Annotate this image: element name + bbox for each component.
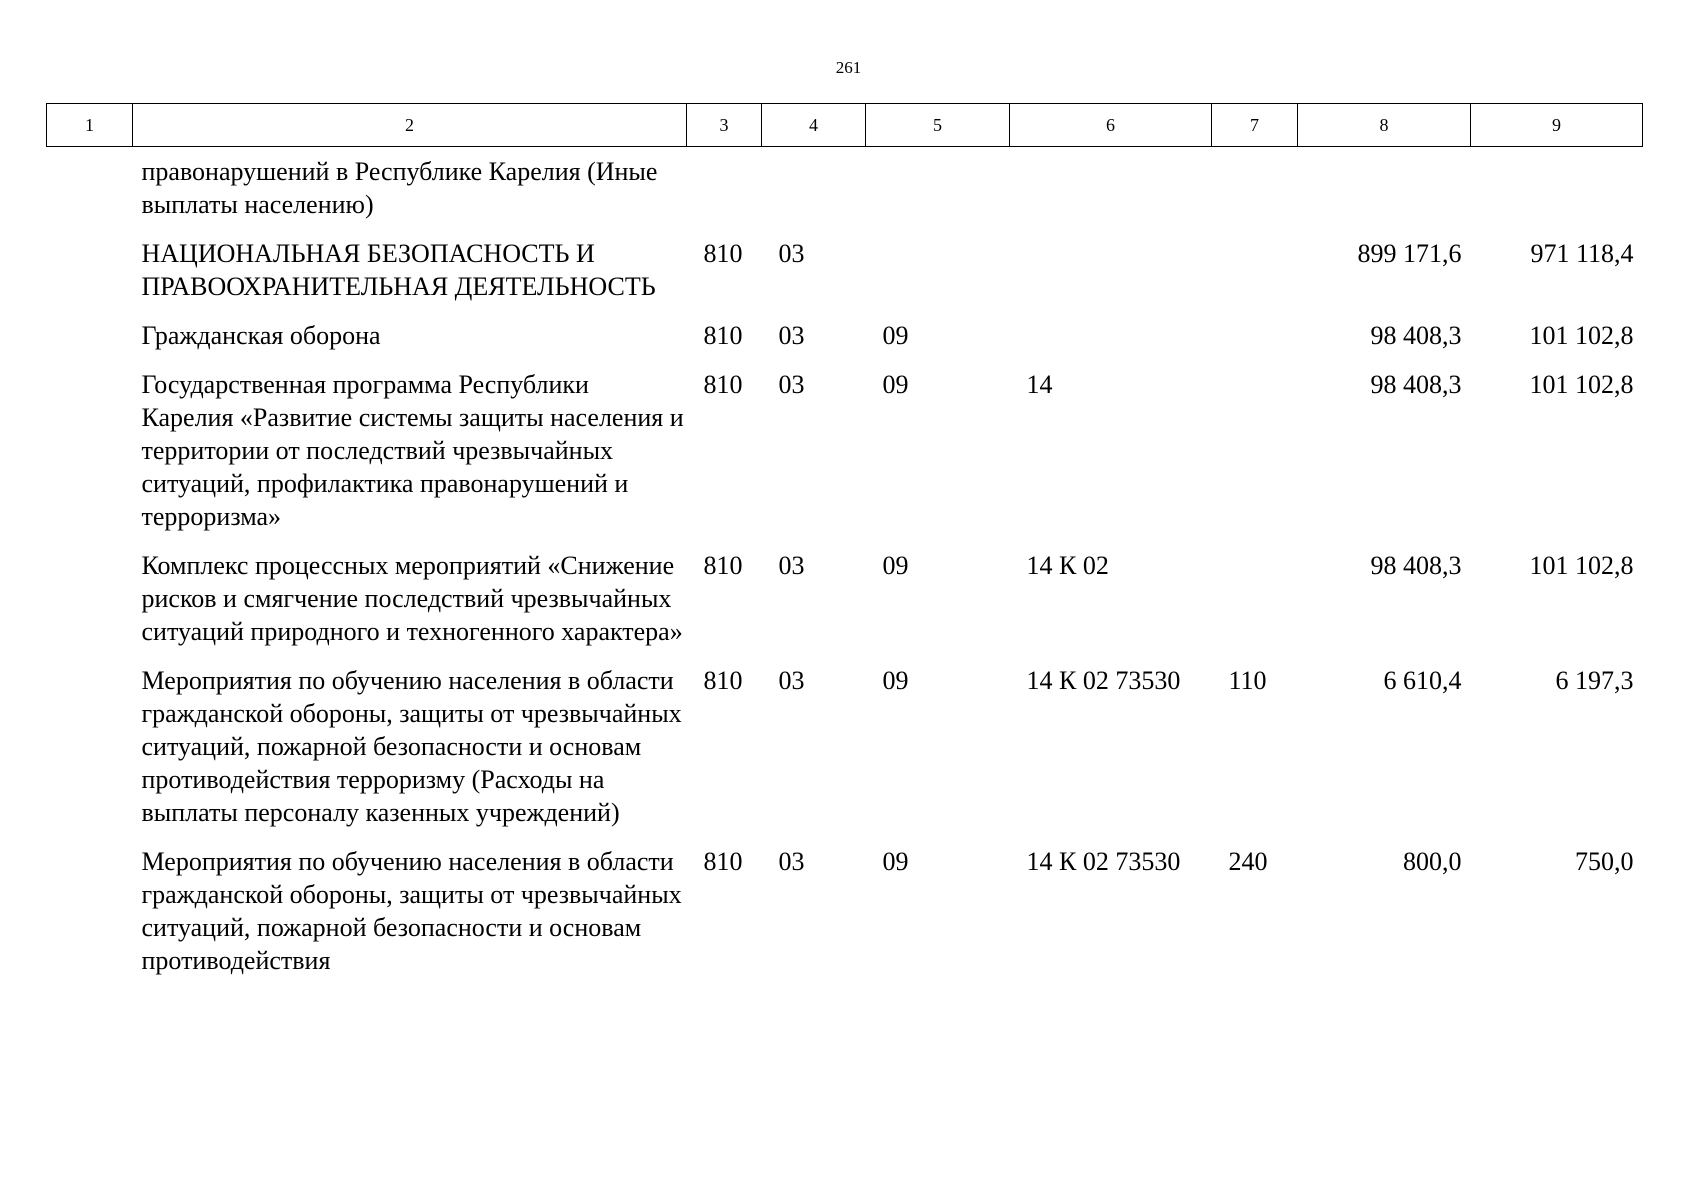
cell-name: НАЦИОНАЛЬНАЯ БЕЗОПАСНОСТЬ И ПРАВООХРАНИТЕЛЬНАЯ ДЕЯТЕЛЬНОСТЬ xyxy=(141,239,656,301)
cell-col-7 xyxy=(1212,319,1298,368)
cell-col-5: 09 xyxy=(882,370,909,399)
cell-col-9: 101 102,8 xyxy=(1529,551,1634,580)
cell-col-3: 810 xyxy=(703,321,743,350)
cell-col-4: 03 xyxy=(778,551,805,580)
header-col-1: 1 xyxy=(47,104,133,147)
cell-col-6: 14 К 02 xyxy=(1026,551,1109,580)
cell-col-1 xyxy=(47,237,133,319)
cell-col-1 xyxy=(47,845,133,993)
cell-col-7: 240 xyxy=(1228,847,1268,876)
page-number: 261 xyxy=(835,58,862,77)
cell-col-6: 14 К 02 73530 xyxy=(1026,847,1181,876)
cell-name: Гражданская оборона xyxy=(141,321,381,350)
cell-col-7 xyxy=(1212,368,1298,549)
cell-col-3: 810 xyxy=(703,847,743,876)
cell-col-5: 09 xyxy=(882,666,909,695)
cell-col-7: 110 xyxy=(1228,666,1267,695)
cell-col-3: 810 xyxy=(703,551,743,580)
table-row xyxy=(47,845,1643,993)
cell-col-1 xyxy=(47,664,133,845)
cell-col-5: 09 xyxy=(882,321,909,350)
header-col-6: 6 xyxy=(1010,104,1212,147)
cell-col-8: 98 408,3 xyxy=(1370,321,1462,350)
cell-col-7 xyxy=(1212,549,1298,664)
cell-col-7 xyxy=(1212,147,1298,238)
cell-name: Комплекс процессных мероприятий «Снижение рисков и смягчение последствий чрезвычайных ситуаций природного и техногенного характера» xyxy=(141,551,683,646)
table-row xyxy=(47,664,1643,845)
cell-name: Мероприятия по обучению населения в области гражданской обороны, защиты от чрезвычайных ситуаций, пожарной безопасности и основам противодействия терроризму (Расходы на выплаты персоналу казенных учреждений) xyxy=(141,666,682,827)
cell-name: Мероприятия по обучению населения в области гражданской обороны, защиты от чрезвычайных ситуаций, пожарной безопасности и основам противодействия xyxy=(141,847,682,975)
header-col-2: 2 xyxy=(133,104,687,147)
header-col-8: 8 xyxy=(1298,104,1471,147)
cell-name: Государственная программа Республики Карелия «Развитие системы защиты населения и территории от последствий чрезвычайных ситуаций, профилактика правонарушений и терроризма» xyxy=(141,370,684,531)
header-col-4: 4 xyxy=(762,104,866,147)
header-col-5: 5 xyxy=(866,104,1010,147)
table-body xyxy=(47,147,1643,994)
cell-col-7 xyxy=(1212,237,1298,319)
cell-col-5: 09 xyxy=(882,551,909,580)
cell-col-6: 14 К 02 73530 xyxy=(1026,666,1181,695)
cell-col-9: 971 118,4 xyxy=(1530,239,1634,268)
cell-col-9: 101 102,8 xyxy=(1529,370,1634,399)
cell-col-4: 03 xyxy=(778,847,805,876)
cell-col-8: 6 610,4 xyxy=(1383,666,1462,695)
cell-col-8: 98 408,3 xyxy=(1370,551,1462,580)
cell-col-9: 750,0 xyxy=(1575,847,1634,876)
cell-col-1 xyxy=(47,147,133,238)
cell-col-9: 101 102,8 xyxy=(1529,321,1634,350)
table-row xyxy=(47,549,1643,664)
cell-col-6 xyxy=(1010,147,1212,238)
cell-col-1 xyxy=(47,319,133,368)
cell-col-9: 6 197,3 xyxy=(1555,666,1634,695)
header-col-7: 7 xyxy=(1212,104,1298,147)
cell-col-8: 98 408,3 xyxy=(1370,370,1462,399)
cell-col-4: 03 xyxy=(778,370,805,399)
cell-col-5 xyxy=(866,147,1010,238)
table-row xyxy=(47,237,1643,319)
table-row xyxy=(47,147,1643,238)
cell-name: правонарушений в Республике Карелия (Иные выплаты населению) xyxy=(141,157,658,219)
cell-col-4 xyxy=(762,147,866,238)
header-col-9: 9 xyxy=(1471,104,1643,147)
cell-col-3: 810 xyxy=(703,239,743,268)
cell-col-5 xyxy=(866,237,1010,319)
header-col-3: 3 xyxy=(687,104,762,147)
table-row xyxy=(47,319,1643,368)
cell-col-8 xyxy=(1298,147,1471,238)
cell-col-6: 14 xyxy=(1026,370,1053,399)
header-row xyxy=(47,104,1643,147)
cell-col-8: 800,0 xyxy=(1403,847,1462,876)
cell-col-3 xyxy=(687,147,762,238)
cell-col-9 xyxy=(1471,147,1643,238)
cell-col-4: 03 xyxy=(778,321,805,350)
table-row xyxy=(47,368,1643,549)
cell-col-3: 810 xyxy=(703,370,743,399)
cell-col-6 xyxy=(1010,237,1212,319)
cell-col-6 xyxy=(1010,319,1212,368)
cell-col-4: 03 xyxy=(778,666,805,695)
budget-table xyxy=(46,103,1643,993)
cell-col-3: 810 xyxy=(703,666,743,695)
cell-col-4: 03 xyxy=(778,239,805,268)
cell-col-5: 09 xyxy=(882,847,909,876)
cell-col-8: 899 171,6 xyxy=(1357,239,1462,268)
cell-col-1 xyxy=(47,549,133,664)
table-header xyxy=(47,104,1643,147)
cell-col-1 xyxy=(47,368,133,549)
